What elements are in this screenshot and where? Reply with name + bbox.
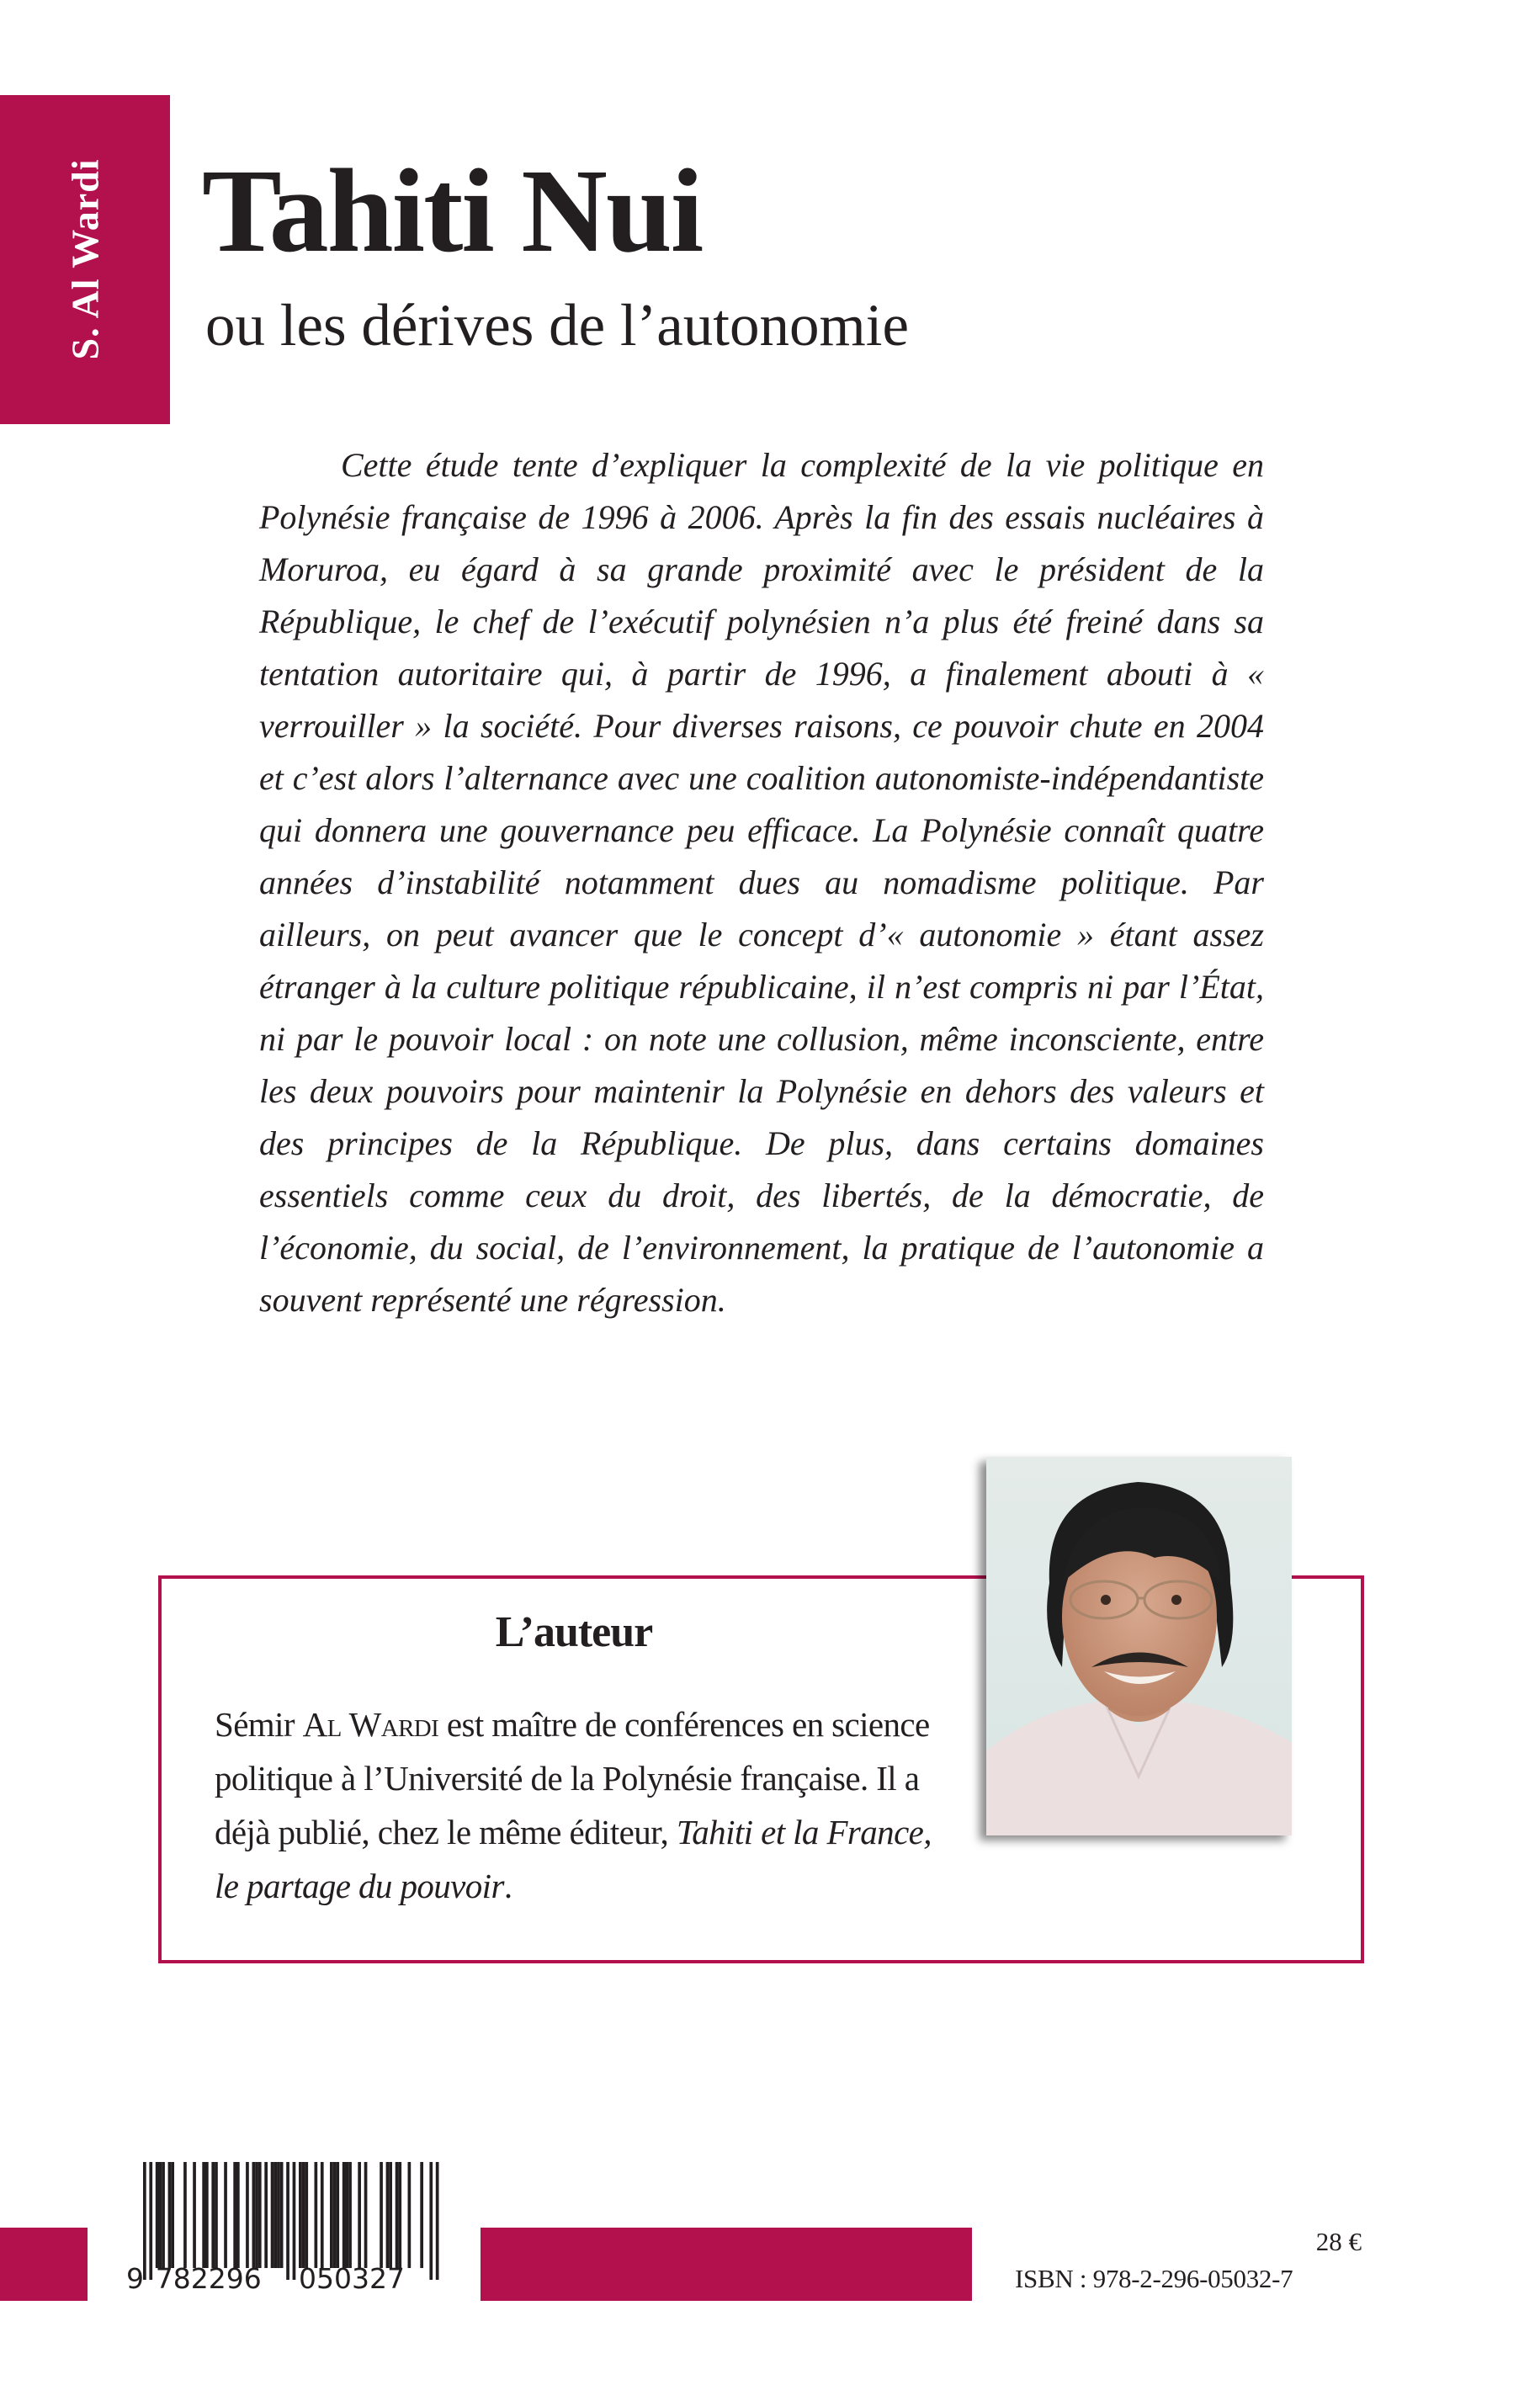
svg-text:050327: 050327 [299, 2262, 405, 2294]
book-title: Tahiti Nui [202, 144, 703, 277]
author-bio [215, 1697, 938, 1913]
spine-author-name: S. Al Wardi [63, 158, 107, 360]
author-heading: L’auteur [495, 1608, 653, 1656]
accent-bar-middle [481, 2228, 972, 2301]
author-bio-end: . [503, 1867, 512, 1905]
author-photo [986, 1457, 1292, 1835]
barcode-icon [126, 2159, 446, 2294]
svg-text:782296: 782296 [155, 2262, 262, 2294]
isbn-label: ISBN : 978-2-296-05032-7 [1015, 2264, 1293, 2293]
author-last-name: Al Wardi [302, 1705, 439, 1744]
previous-book-title: Tahiti et la France, le partage du pouvoir [215, 1813, 932, 1905]
accent-bar-left [0, 2228, 88, 2301]
back-cover-blurb: Cette étude tente d’expliquer la complexité de la vie politique en Polynésie française de 1996 à 2006. Après la fin des essais nucléaires à Moruroa, eu égard à sa grande proximité avec le président de la République, le chef de l’exécutif polynésien n’a plus été freiné dans sa tentation autoritaire qui, à partir de 1996, a finalement abouti à « verrouiller » la société. Pour diverses raisons, ce pouvoir chute en 2004 et c’est alors l’alternance avec une coalition autonomiste-indépendantiste qui donnera une gouvernance peu efficace. La Polynésie connaît quatre années d’instabilité notamment dues au nomadisme politique. Par ailleurs, on peut avancer que le concept d’« autonomie » étant assez étranger à la culture politique républicaine, il n’est compris ni par l’État, ni par le pouvoir local : on note une collusion, même inconsciente, entre les deux pouvoirs pour maintenir la Polynésie en dehors des valeurs et des principes de la République. De plus, dans certains domaines essentiels comme ceux du droit, des libertés, de la démocratie, de l’économie, du social, de l’environnement, la pratique de l’autonomie a souvent représenté une régression. [259, 446, 1264, 1319]
isbn-barcode [126, 2159, 446, 2294]
author-first-name: Sémir [215, 1705, 295, 1744]
book-subtitle: ou les dérives de l’autonomie [205, 293, 909, 359]
price-label: 28 € [1315, 2227, 1362, 2256]
author-bio-text: est maître de conférences en science politique à l’Université de la Polynésie française. Il a déjà publié, chez le même éditeur, [215, 1705, 930, 1851]
author-portrait-icon [986, 1457, 1292, 1835]
svg-text:9: 9 [126, 2262, 144, 2294]
author-spine-tab [0, 95, 170, 424]
